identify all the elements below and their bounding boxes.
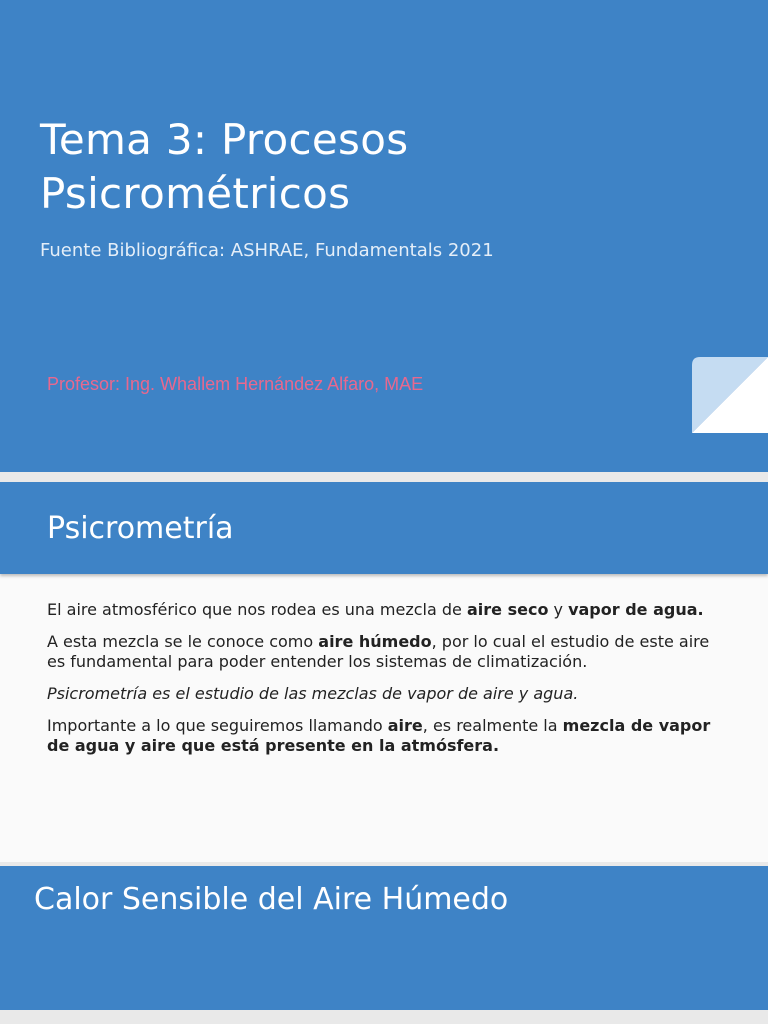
text-run: El aire atmosférico que nos rodea es una mezcla de [47,600,467,619]
text-run: y [548,600,569,619]
presentation-title [40,113,680,221]
source-subtitle: Fuente Bibliográfica: ASHRAE, Fundamentals 2021 [40,240,494,261]
slide-title: Psicrometría [47,511,234,546]
text-run: Importante a lo que seguiremos llamando [47,716,388,735]
slide-body [47,600,727,768]
title-line-2: Psicrométricos [40,169,351,218]
slide-title: Calor Sensible del Aire Húmedo [34,882,509,917]
text-run: , por lo cual el estudio de este aire es fundamental para poder entender los sistemas de climatización. [47,632,710,671]
paragraph-2 [47,632,727,672]
bold-run: aire seco [466,600,549,619]
slide-header [0,482,768,574]
bold-run: vapor de agua. [568,600,704,619]
calor-sensible-slide [0,866,768,1010]
professor-credit: Profesor: Ing. Whallem Hernández Alfaro, MAE [47,374,424,394]
psicrometria-slide [0,482,768,862]
title-line-1: Tema 3: Procesos [40,115,409,164]
bold-run: mezcla de vapor de agua y aire que está presente en la atmósfera. [47,716,711,755]
paragraph-1 [47,600,727,620]
paragraph-3: Psicrometría es el estudio de las mezclas de vapor de aire y agua. [47,684,579,703]
bold-run: aire húmedo [318,632,432,651]
paragraph-4 [47,716,727,756]
bold-run: aire [387,716,423,735]
title-slide [0,0,768,472]
page-fold-decoration [692,357,768,433]
text-run: A esta mezcla se le conoce como [47,632,319,651]
text-run: , es realmente la [422,716,563,735]
